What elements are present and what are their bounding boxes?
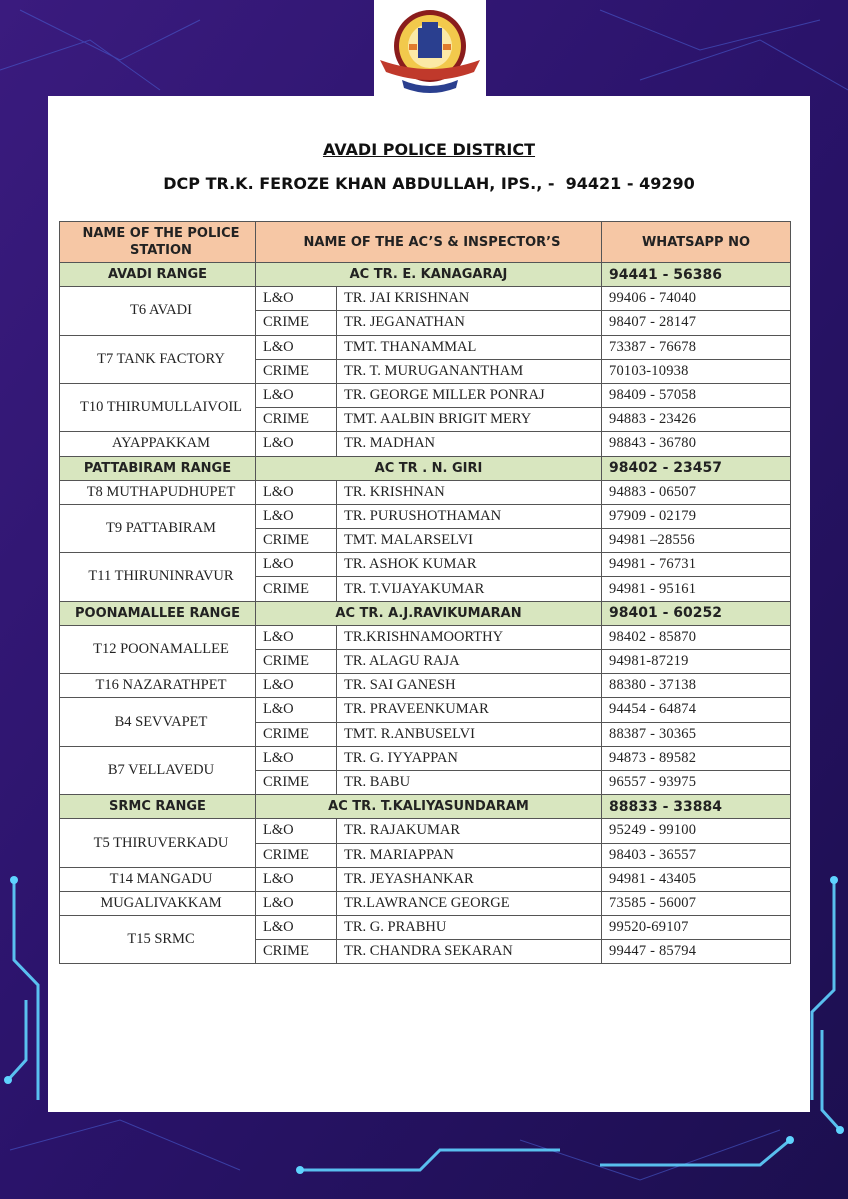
whatsapp-number: 73387 - 76678 <box>602 335 791 359</box>
range-row <box>60 795 791 819</box>
station-name: T7 TANK FACTORY <box>60 335 256 383</box>
officer-name: TR. SAI GANESH <box>337 674 602 698</box>
officer-role: CRIME <box>256 311 337 335</box>
officer-name: TMT. R.ANBUSELVI <box>337 722 602 746</box>
whatsapp-number: 99406 - 74040 <box>602 287 791 311</box>
whatsapp-number: 98402 - 85870 <box>602 625 791 649</box>
officer-role: L&O <box>256 287 337 311</box>
table-header-row <box>60 222 791 263</box>
officer-role: L&O <box>256 916 337 940</box>
whatsapp-number: 98843 - 36780 <box>602 432 791 456</box>
range-name: AVADI RANGE <box>60 263 256 287</box>
whatsapp-number: 94454 - 64874 <box>602 698 791 722</box>
officer-role: CRIME <box>256 770 337 794</box>
table-row <box>60 746 791 770</box>
police-station-table <box>59 221 791 964</box>
officer-name: TMT. THANAMMAL <box>337 335 602 359</box>
range-ac: AC TR. T.KALIYASUNDARAM <box>256 795 602 819</box>
officer-role: L&O <box>256 553 337 577</box>
officer-name: TR. MADHAN <box>337 432 602 456</box>
officer-name: TR. JEGANATHAN <box>337 311 602 335</box>
station-name: MUGALIVAKKAM <box>60 891 256 915</box>
officer-name: TMT. MALARSELVI <box>337 529 602 553</box>
range-row <box>60 601 791 625</box>
officer-role: L&O <box>256 504 337 528</box>
officer-name: TR. T.VIJAYAKUMAR <box>337 577 602 601</box>
officer-role: L&O <box>256 335 337 359</box>
officer-name: TR. JEYASHANKAR <box>337 867 602 891</box>
whatsapp-number: 98403 - 36557 <box>602 843 791 867</box>
whatsapp-number: 88387 - 30365 <box>602 722 791 746</box>
officer-role: CRIME <box>256 650 337 674</box>
officer-role: L&O <box>256 698 337 722</box>
officer-role: CRIME <box>256 940 337 964</box>
table-row <box>60 891 791 915</box>
whatsapp-number: 95249 - 99100 <box>602 819 791 843</box>
station-name: T14 MANGADU <box>60 867 256 891</box>
officer-role: L&O <box>256 383 337 407</box>
whatsapp-number: 99447 - 85794 <box>602 940 791 964</box>
station-name: T5 THIRUVERKADU <box>60 819 256 867</box>
range-phone: 98401 - 60252 <box>602 601 791 625</box>
officer-name: TR. RAJAKUMAR <box>337 819 602 843</box>
dcp-line: DCP TR.K. FEROZE KHAN ABDULLAH, IPS., - 94421 - 49290 <box>163 174 695 193</box>
officer-name: TR. PURUSHOTHAMAN <box>337 504 602 528</box>
whatsapp-number: 94981 - 76731 <box>602 553 791 577</box>
whatsapp-number: 99520-69107 <box>602 916 791 940</box>
range-name: SRMC RANGE <box>60 795 256 819</box>
officer-name: TR. KRISHNAN <box>337 480 602 504</box>
page-title: AVADI POLICE DISTRICT <box>322 140 536 159</box>
col-header-officers: NAME OF THE AC’S & INSPECTOR’S <box>256 222 602 263</box>
station-name: T8 MUTHAPUDHUPET <box>60 480 256 504</box>
whatsapp-number: 94883 - 06507 <box>602 480 791 504</box>
table-row <box>60 287 791 311</box>
emblem-panel <box>374 0 486 98</box>
table-row <box>60 480 791 504</box>
whatsapp-number: 70103-10938 <box>602 359 791 383</box>
officer-name: TMT. AALBIN BRIGIT MERY <box>337 408 602 432</box>
station-name: B4 SEVVAPET <box>60 698 256 746</box>
officer-role: CRIME <box>256 722 337 746</box>
range-ac: AC TR. E. KANAGARAJ <box>256 263 602 287</box>
station-name: T6 AVADI <box>60 287 256 335</box>
officer-role: L&O <box>256 432 337 456</box>
range-ac: AC TR . N. GIRI <box>256 456 602 480</box>
range-row <box>60 263 791 287</box>
whatsapp-number: 94981 –28556 <box>602 529 791 553</box>
officer-name: TR. BABU <box>337 770 602 794</box>
range-name: POONAMALLEE RANGE <box>60 601 256 625</box>
officer-name: TR. GEORGE MILLER PONRAJ <box>337 383 602 407</box>
officer-name: TR. ASHOK KUMAR <box>337 553 602 577</box>
station-name: AYAPPAKKAM <box>60 432 256 456</box>
police-emblem-icon <box>374 0 486 98</box>
officer-role: CRIME <box>256 408 337 432</box>
range-phone: 88833 - 33884 <box>602 795 791 819</box>
officer-role: L&O <box>256 625 337 649</box>
officer-role: L&O <box>256 819 337 843</box>
table-row <box>60 553 791 577</box>
col-header-station: NAME OF THE POLICE STATION <box>60 222 256 263</box>
officer-name: TR. G. IYYAPPAN <box>337 746 602 770</box>
table-row <box>60 504 791 528</box>
officer-role: CRIME <box>256 843 337 867</box>
officer-role: CRIME <box>256 359 337 383</box>
officer-role: L&O <box>256 674 337 698</box>
whatsapp-number: 97909 - 02179 <box>602 504 791 528</box>
officer-role: CRIME <box>256 529 337 553</box>
whatsapp-number: 94981 - 43405 <box>602 867 791 891</box>
table-row <box>60 698 791 722</box>
range-phone: 94441 - 56386 <box>602 263 791 287</box>
table-row <box>60 819 791 843</box>
station-name: T16 NAZARATHPET <box>60 674 256 698</box>
table-row <box>60 916 791 940</box>
officer-name: TR. G. PRABHU <box>337 916 602 940</box>
officer-name: TR. ALAGU RAJA <box>337 650 602 674</box>
officer-name: TR. JAI KRISHNAN <box>337 287 602 311</box>
table-row <box>60 335 791 359</box>
whatsapp-number: 73585 - 56007 <box>602 891 791 915</box>
station-name: T10 THIRUMULLAIVOIL <box>60 383 256 431</box>
range-row <box>60 456 791 480</box>
officer-role: L&O <box>256 867 337 891</box>
officer-name: TR.KRISHNAMOORTHY <box>337 625 602 649</box>
officer-role: CRIME <box>256 577 337 601</box>
station-name: T15 SRMC <box>60 916 256 964</box>
officer-name: TR. T. MURUGANANTHAM <box>337 359 602 383</box>
whatsapp-number: 94883 - 23426 <box>602 408 791 432</box>
officer-role: L&O <box>256 746 337 770</box>
officer-role: L&O <box>256 480 337 504</box>
col-header-whatsapp: WHATSAPP NO <box>602 222 791 263</box>
station-name: B7 VELLAVEDU <box>60 746 256 794</box>
table-row <box>60 867 791 891</box>
range-ac: AC TR. A.J.RAVIKUMARAN <box>256 601 602 625</box>
officer-name: TR. CHANDRA SEKARAN <box>337 940 602 964</box>
whatsapp-number: 96557 - 93975 <box>602 770 791 794</box>
station-name: T12 POONAMALLEE <box>60 625 256 673</box>
officer-role: L&O <box>256 891 337 915</box>
table-row <box>60 674 791 698</box>
range-phone: 98402 - 23457 <box>602 456 791 480</box>
whatsapp-number: 94981 - 95161 <box>602 577 791 601</box>
whatsapp-number: 94873 - 89582 <box>602 746 791 770</box>
officer-name: TR.LAWRANCE GEORGE <box>337 891 602 915</box>
whatsapp-number: 98409 - 57058 <box>602 383 791 407</box>
officer-name: TR. PRAVEENKUMAR <box>337 698 602 722</box>
station-name: T11 THIRUNINRAVUR <box>60 553 256 601</box>
whatsapp-number: 98407 - 28147 <box>602 311 791 335</box>
whatsapp-number: 88380 - 37138 <box>602 674 791 698</box>
table-row <box>60 625 791 649</box>
whatsapp-number: 94981-87219 <box>602 650 791 674</box>
range-name: PATTABIRAM RANGE <box>60 456 256 480</box>
table-row <box>60 432 791 456</box>
officer-name: TR. MARIAPPAN <box>337 843 602 867</box>
station-name: T9 PATTABIRAM <box>60 504 256 552</box>
table-row <box>60 383 791 407</box>
